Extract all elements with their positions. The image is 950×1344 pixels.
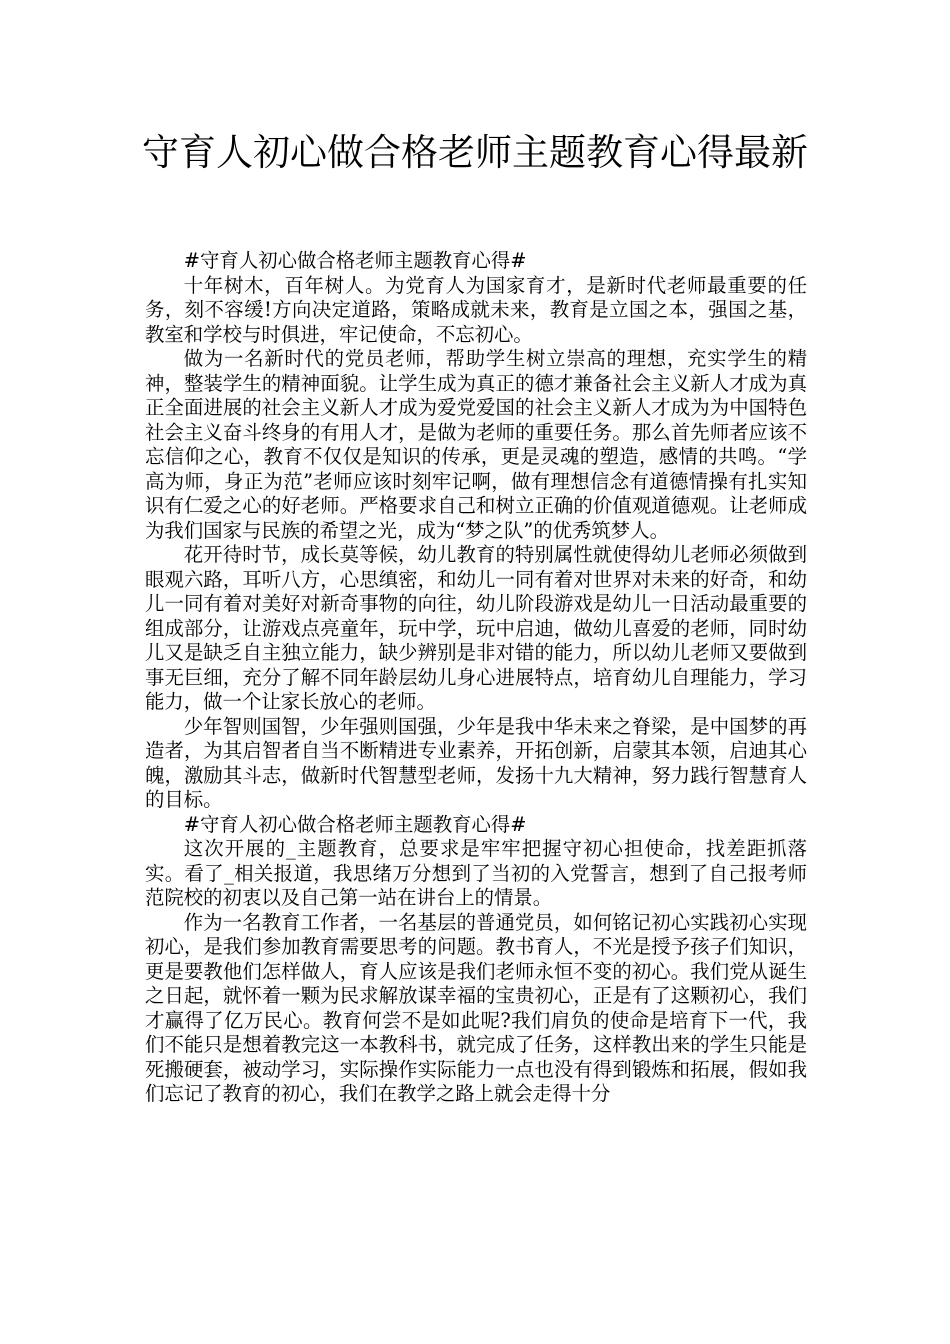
document-body [145, 249, 807, 1107]
paragraph: 十年树木，百年树人。为党育人为国家育才，是新时代老师最重要的任务，刻不容缓!方向决定道路，策略成就未来，教育是立国之本，强国之基，教室和学校与时俱进，牢记使命，不忘初心。 [145, 273, 807, 346]
paragraph: 做为一名新时代的党员老师，帮助学生树立崇高的理想，充实学生的精神，整装学生的精神面貌。让学生成为真正的德才兼备社会主义新人才成为真正全面进展的社会主义新人才成为爱党爱国的社会主义新人才成为为中国特色社会主义奋斗终身的有用人才，是做为老师的重要任务。那么首先师者应该不忘信仰之心，教育不仅仅是知识的传承，更是灵魂的塑造，感情的共鸣。“学高为师，身正为范”老师应该时刻牢记啊，做有理想信念有道德情操有扎实知识有仁爱之心的好老师。严格要求自己和树立正确的价值观道德观。让老师成为我们国家与民族的希望之光，成为“梦之队”的优秀筑梦人。 [145, 347, 807, 542]
paragraph: 少年智则国智，少年强则国强，少年是我中华未来之脊梁，是中国梦的再造者，为其启智者自当不断精进专业素养，开拓创新，启蒙其本领，启迪其心魄，激励其斗志，做新时代智慧型老师，发扬十九大精神，努力践行智慧育人的目标。 [145, 714, 807, 811]
section-heading: #守育人初心做合格老师主题教育心得# [183, 812, 527, 836]
paragraph: 这次开展的_主题教育，总要求是牢牢把握守初心担使命，找差距抓落实。看了_相关报道，我思绪万分想到了当初的入党誓言，想到了自己报考师范院校的初衷以及自己第一站在讲台上的情景。 [145, 837, 807, 909]
section-heading: #守育人初心做合格老师主题教育心得# [183, 249, 527, 272]
paragraph: 作为一名教育工作者，一名基层的普通党员，如何铭记初心实践初心实现初心，是我们参加教育需要思考的问题。教书育人，不光是授予孩子们知识，更是要教他们怎样做人，育人应该是我们老师永恒不变的初心。我们党从诞生之日起，就怀着一颗为民求解放谋幸福的宝贵初心，正是有了这颗初心，我们才赢得了亿万民心。教育何尝不是如此呢?我们肩负的使命是培育下一代，我们不能只是想着教完这一本教科书，就完成了任务，这样教出来的学生只能是死搬硬套，被动学习，实际操作实际能力一点也没有得到锻炼和拓展，假如我们忘记了教育的初心，我们在教学之路上就会走得十分 [145, 910, 807, 1105]
paragraph: 花开待时节，成长莫等候，幼儿教育的特别属性就使得幼儿老师必须做到眼观六路，耳听八方，心思缜密，和幼儿一同有着对世界对未来的好奇，和幼儿一同有着对美好对新奇事物的向往，幼儿阶段游戏是幼儿一日活动最重要的组成部分，让游戏点亮童年，玩中学，玩中启迪，做幼儿喜爱的老师，同时幼儿又是缺乏自主独立能力，缺少辨别是非对错的能力，所以幼儿老师又要做到事无巨细，充分了解不同年龄层幼儿身心进展特点，培育幼儿自理能力，学习能力，做一个让家长放心的老师。 [145, 543, 807, 713]
document-title: 守育人初心做合格老师主题教育心得最新 [142, 131, 808, 174]
